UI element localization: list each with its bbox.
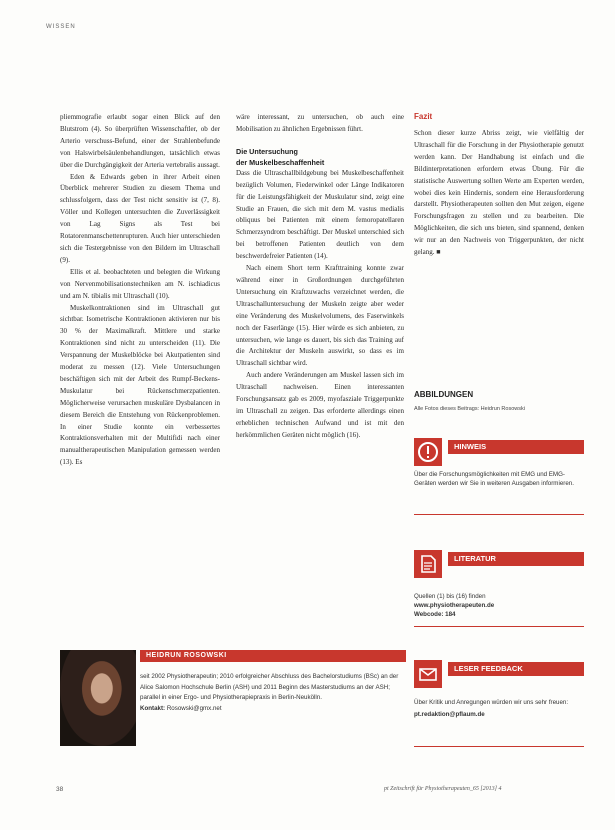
fazit-heading: Fazit <box>414 112 433 121</box>
feedback-title: LESER FEEDBACK <box>448 662 584 676</box>
subheading-line1: Die Untersuchung <box>236 146 298 156</box>
column-middle <box>236 112 404 442</box>
author-contact-value[interactable]: Rosowski@gmx.net <box>166 704 222 712</box>
literatur-webcode: Webcode: 184 <box>414 611 456 618</box>
hinweis-text: Über die Forschungsmöglichkeiten mit EMG und EMG-Geräten werden wir Sie in weiteren Ausgaben informieren. <box>414 471 574 487</box>
divider <box>414 626 584 627</box>
abbildungen-text: Alle Fotos dieses Beitrags: Heidrun Rosowski <box>414 406 525 412</box>
literatur-link[interactable]: www.physiotherapeuten.de <box>414 602 495 609</box>
journal-footer: pt Zeitschrift für Physiotherapeuten_65 [2013] 4 <box>384 786 502 792</box>
paragraph: pliemmografie erlaubt sogar einen Blick auf den Blutstrom (4). So überprüften Wissenschaftler, ob der Arterio verschuss-Befund, einer der Strahlenbefunde von Halswirbelsäulenbehandlungen, tatsächlich etwas über die Durchgängigkeit der Arteria vertebralis aussagt. <box>60 113 220 169</box>
column-right <box>414 112 584 259</box>
fazit-text: Schon dieser kurze Abriss zeigt, wie vielfältig der Ultraschall für die Forschung in der Physiotherapie genutzt werden kann. Der Handhabung ist einfach und die Bildinterpretationen erfordern etwas Übung. Für die statistische Auswertung sollten Werte am Experten werden, wobei dies kein Hindernis, sondern eine Herausforderung darstellt. Physiotherapeuten sollten den Mut zeigen, eigene Forschungsfragen zu stellen und zu bearbeiten. Die Möglichkeiten, die sich uns bieten, sind spannend, denken wir nur an den Nachweis von Triggerpunkten, der nicht gelang. ■ <box>414 129 584 257</box>
feedback-email[interactable]: pt.redaktion@pflaum.de <box>414 711 485 718</box>
author-photo <box>60 650 136 746</box>
author-bio-text: seit 2002 Physiotherapeutin; 2010 erfolgreicher Abschluss des Bachelorstudiums (BSc) an der Alice Salomon Hochschule Berlin (ASH) und 2011 Beginn des Masterstudiums an der ASH; parallel in einer Ergo- und Physiotherapiepraxis in Berlin-Neukölln. <box>140 673 399 701</box>
page-number: 38 <box>56 786 64 793</box>
author-box <box>60 650 406 746</box>
abbildungen-heading: ABBILDUNGEN <box>414 390 474 399</box>
subheading <box>236 146 404 168</box>
paragraph: Muskelkontraktionen sind im Ultraschall gut sichtbar. Isometrische Kontraktionen aktivieren nur bis 30 % der Maximalkraft. Mittlere und starke Kontraktionen sind nicht zu unterscheiden (11). Die Verspannung der Muskelblöcke bei Akutpatienten sind moderat zu messen (12). Viele Untersuchungen beschäftigen sich mit der Arbeit des Rumpf-Beckens-Muskulatur bei Rückenschmerzpatienten. Möglicherweise verursachen muskuläre Dysbalancen in diesem Bereich die Entstehung von Rückenproblemen. In einer Studie konnte ein verbessertes Kontraktionsverhalten mit der Multifidi nach einer manualtherapeutischen Manipulation gemessen werden (13). Es <box>60 303 220 467</box>
hinweis-box <box>414 438 584 518</box>
hinweis-title: HINWEIS <box>448 440 584 454</box>
exclamation-icon <box>414 438 442 466</box>
subheading-line2: der Muskelbeschaffenheit <box>236 157 325 167</box>
paragraph: wäre interessant, zu untersuchen, ob auch eine Mobilisation zu ähnlichen Ergebnissen führt. <box>236 113 404 133</box>
author-bio <box>140 672 406 714</box>
envelope-icon <box>414 660 442 688</box>
paragraph: Auch andere Veränderungen am Muskel lassen sich im Ultraschall nachweisen. Einen interessanten Forschungsansatz gab es 2009, myofasziale Triggerpunkte im Ultraschall zu zeigen. Das erforderte allerdings einen erheblichen technischen Aufwand und ist mit den herkömmlichen Geräten nicht möglich (16). <box>236 371 404 439</box>
literatur-box <box>414 550 584 630</box>
paragraph: Nach einem Short term Krafttraining konnte zwar während einer in Großordnungen durchgeführten Untersuchung ein Kraftzuwachs verzeichnet werden, die Ultraschalluntersuchung der Muskeln zeigte aber weder eine Veränderung des Muskelvolumens, des Faserwinkels noch der Faserlänge (15). Hier würde es sich anbieten, zu untersuchen, wie lange es dauert, bis sich das Training auf die Architektur der Muskeln auswirkt, so dass es im Ultraschall sichtbar wird. <box>236 264 404 368</box>
literatur-line1: Quellen (1) bis (16) finden <box>414 593 486 600</box>
feedback-body <box>414 698 584 719</box>
feedback-box <box>414 660 584 750</box>
paragraph: Ellis et al. beobachteten und belegten die Wirkung von Nervenmobilisationstechniken am N. ischiadicus und am N. tibialis mit Ultraschall (10). <box>60 267 220 300</box>
author-contact-label: Kontakt: <box>140 704 166 712</box>
literatur-body <box>414 592 584 619</box>
divider <box>414 746 584 747</box>
divider <box>414 514 584 515</box>
author-name: HEIDRUN ROSOWSKI <box>140 650 406 662</box>
document-icon <box>414 550 442 578</box>
feedback-text: Über Kritik und Anregungen würden wir uns sehr freuen: <box>414 699 569 706</box>
column-left <box>60 112 220 469</box>
literatur-title: LITERATUR <box>448 552 584 566</box>
paragraph: Eden & Edwards geben in ihrer Arbeit einen Überblick mehrerer Studien zu diesem Thema und schlussfolgern, dass der Test nicht sensitiv ist (7, 8). Völler und Kollegen untersuchten die Zuverlässigkeit von Lag Signs als Test bei Rotatorenmanschettenrupturen. Auch hier unterschieden sich die Testergebnisse von den Bildern im Ultraschall (9). <box>60 172 220 264</box>
section-tag: WISSEN <box>46 24 76 30</box>
paragraph: Dass die Ultraschallbildgebung bei Muskelbeschaffenheit bezüglich Volumen, Fiederwinkel oder Länge Indikatoren für die Leistungsfähigkeit der Muskulatur sind, zeigt eine Studie an Frauen, die sich mit dem M. vastus medialis obliquus bei Patienten mit einem femoropatellaren Schmerzsyndrom beschäftigt. Der Muskel unterschied sich bei betroffenen Patienten deutlich von dem beschwerdefreier Patienten (14). <box>236 168 404 261</box>
